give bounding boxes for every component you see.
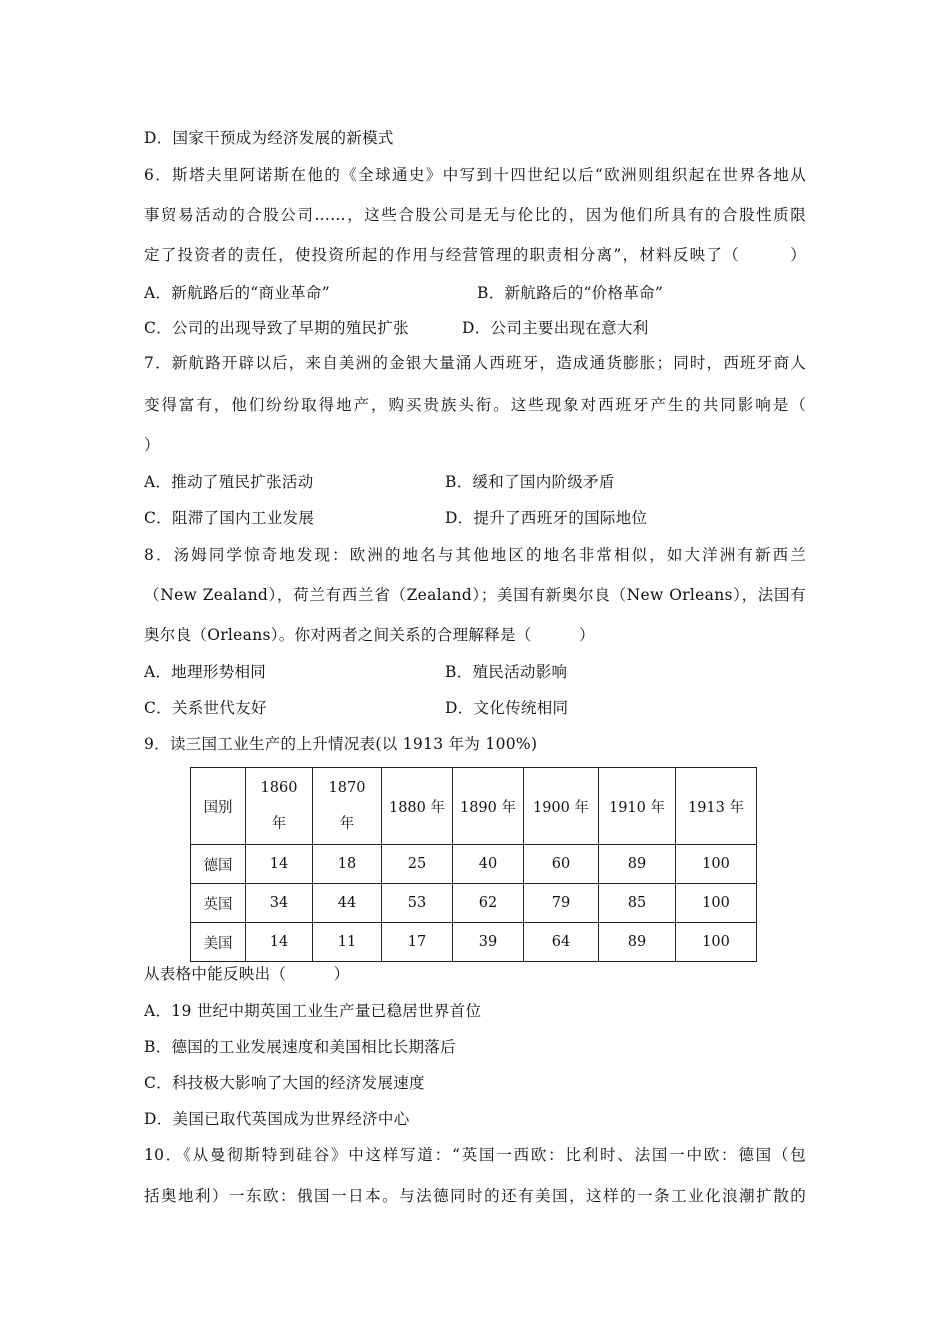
header-year-1860: 1860 — [260, 780, 298, 796]
table-cell: 64 — [524, 923, 599, 962]
header-year-unit: 年 — [271, 816, 287, 832]
q8-option-c: C．关系世代友好 — [144, 699, 267, 717]
table-header-cell: 1910 年 — [599, 768, 676, 845]
q8-option-a: A．地理形势相同 — [144, 663, 267, 681]
q9-option-b: B．德国的工业发展速度和美国相比长期落后 — [144, 1038, 456, 1056]
q6-option-a: A．新航路后的“商业革命” — [144, 284, 330, 302]
q9-option-c: C．科技极大影响了大国的经济发展速度 — [144, 1074, 425, 1092]
table-cell: 40 — [453, 845, 524, 884]
table-header-cell: 1890 年 — [453, 768, 524, 845]
q7-stem-line2: 变得富有，他们纷纷取得地产，购买贵族头衔。这些现象对西班牙产生的共同影响是（ — [144, 396, 806, 414]
table-header-cell: 国别 — [191, 768, 246, 845]
q7-stem-line1: 7．新航路开辟以后，来自美洲的金银大量涌人西班牙，造成通货膨胀；同时，西班牙商人 — [144, 354, 806, 372]
table-header-row — [191, 768, 757, 845]
table-header-cell — [246, 768, 313, 845]
q7-option-b: B．缓和了国内阶级矛盾 — [445, 473, 615, 491]
q8-option-b: B．殖民活动影响 — [445, 663, 568, 681]
q6-stem-line3: 定了投资者的责任，使投资所起的作用与经营管理的职责相分离”，材料反映了（ ） — [144, 246, 806, 264]
table-cell: 英国 — [191, 884, 246, 923]
table-cell: 89 — [599, 845, 676, 884]
q9-option-d: D．美国已取代英国成为世界经济中心 — [144, 1110, 410, 1128]
table-cell: 60 — [524, 845, 599, 884]
q8-stem-line1: 8．汤姆同学惊奇地发现：欧洲的地名与其他地区的地名非常相似，如大洋洲有新西兰 — [144, 546, 806, 564]
q6-stem-line1: 6．斯塔夫里阿诺斯在他的《全球通史》中写到十四世纪以后“欧洲则组织起在世界各地从 — [144, 166, 806, 184]
q6-stem-line2: 事贸易活动的合股公司……，这些合股公司是无与伦比的，因为他们所具有的合股性质限 — [144, 206, 806, 224]
q8-stem-line2: （New Zealand），荷兰有西兰省（Zealand）；美国有新奥尔良（New Orleans），法国有 — [144, 586, 806, 604]
q10-stem-line1: 10．《从曼彻斯特到硅谷》中这样写道：“英国一西欧：比利时、法国一中欧：德国（包 — [144, 1146, 806, 1164]
q9-after-table: 从表格中能反映出（ ） — [144, 965, 350, 983]
q7-option-d: D．提升了西班牙的国际地位 — [445, 509, 648, 527]
q8-option-d: D．文化传统相同 — [445, 699, 569, 717]
table-cell: 39 — [453, 923, 524, 962]
q7-option-c: C．阻滞了国内工业发展 — [144, 509, 315, 527]
table-row — [191, 923, 757, 962]
industrial-production-table — [190, 767, 757, 962]
header-year-unit: 年 — [339, 816, 355, 832]
q9-option-a: A．19 世纪中期英国工业生产量已稳居世界首位 — [144, 1002, 482, 1020]
q9-stem: 9．读三国工业生产的上升情况表(以 1913 年为 100%) — [144, 735, 538, 753]
q8-stem-line3: 奥尔良（Orleans）。你对两者之间关系的合理解释是（ ） — [144, 626, 595, 644]
table-cell: 85 — [599, 884, 676, 923]
q6-option-c: C．公司的出现导致了早期的殖民扩张 — [144, 319, 409, 337]
table-cell: 34 — [246, 884, 313, 923]
q6-option-d: D．公司主要出现在意大利 — [462, 319, 649, 337]
table-cell: 14 — [246, 845, 313, 884]
table-cell: 美国 — [191, 923, 246, 962]
table-cell: 79 — [524, 884, 599, 923]
table-cell: 100 — [676, 884, 757, 923]
table-cell: 100 — [676, 845, 757, 884]
table-row — [191, 884, 757, 923]
table-cell: 53 — [382, 884, 453, 923]
q7-stem-line3: ） — [144, 436, 160, 454]
table-header-cell — [313, 768, 382, 845]
q10-stem-line2: 括奥地利）一东欧：俄国一日本。与法德同时的还有美国，这样的一条工业化浪潮扩散的 — [144, 1187, 806, 1205]
table-cell: 100 — [676, 923, 757, 962]
table-cell: 89 — [599, 923, 676, 962]
q5-option-d: D．国家干预成为经济发展的新模式 — [144, 129, 394, 147]
table-cell: 25 — [382, 845, 453, 884]
table-cell: 德国 — [191, 845, 246, 884]
table-cell: 17 — [382, 923, 453, 962]
table-header-cell: 1913 年 — [676, 768, 757, 845]
q7-option-a: A．推动了殖民扩张活动 — [144, 473, 314, 491]
table-header-cell: 1880 年 — [382, 768, 453, 845]
table-cell: 62 — [453, 884, 524, 923]
table-row — [191, 845, 757, 884]
table-header-cell: 1900 年 — [524, 768, 599, 845]
table-cell: 44 — [313, 884, 382, 923]
table-cell: 14 — [246, 923, 313, 962]
q6-option-b: B．新航路后的“价格革命” — [477, 284, 664, 302]
table-cell: 11 — [313, 923, 382, 962]
header-year-1870: 1870 — [328, 780, 366, 796]
table-cell: 18 — [313, 845, 382, 884]
